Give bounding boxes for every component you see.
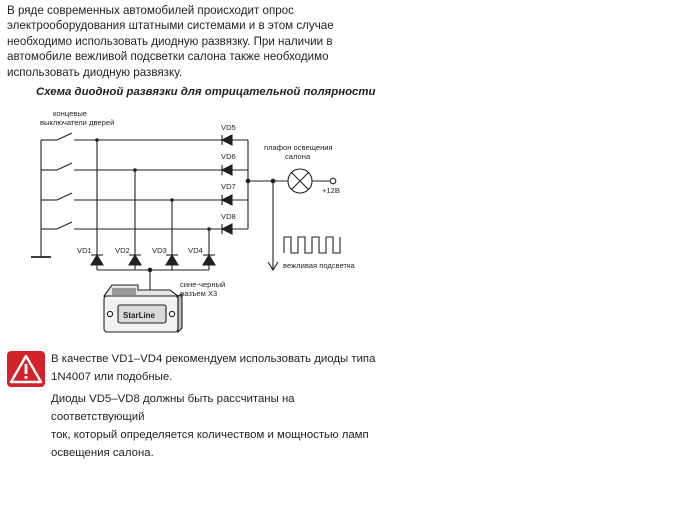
label-vd3: VD3 [152, 246, 167, 255]
label-plus12: +12В [322, 186, 340, 195]
label-vd5: VD5 [221, 123, 236, 132]
label-vd4: VD4 [188, 246, 203, 255]
note-vd5-vd8 [51, 390, 391, 462]
label-connector-line1: сине-черный [180, 280, 226, 289]
label-vd7: VD7 [221, 182, 236, 191]
note-line: ток, который определяется количеством и мощностью ламп [51, 429, 369, 441]
intro-line: электрооборудования штатными системами и в этом случае [7, 19, 334, 33]
label-courtesy: вежливая подсветка [283, 261, 355, 270]
door-switches [41, 133, 248, 229]
intro-line: В ряде современных автомобилей происходит опрос [7, 4, 294, 17]
junction-dots [95, 138, 211, 231]
label-switches-line1: концевые [53, 109, 88, 118]
label-lamp-line1: плафон освещения [264, 143, 333, 152]
intro-line: автомобиле вежливой подсветки салона также необходимо [7, 50, 329, 64]
note-line: 1N4007 или подобные. [51, 371, 173, 383]
note-line: Диоды VD5–VD8 должны быть рассчитаны на соответствующий [51, 393, 295, 423]
label-vd2: VD2 [115, 246, 130, 255]
diagram-title: Схема диодной развязки для отрицательной полярности [36, 86, 376, 98]
label-connector-line2: разъем X3 [180, 289, 218, 298]
label-switches-line2: выключатели дверей [40, 118, 115, 127]
note-vd1-vd4 [51, 350, 391, 386]
note-line: освещения салона. [51, 447, 154, 459]
intro-line: использовать диодную развязку. [7, 65, 183, 79]
warning-icon [7, 351, 45, 387]
starline-module [104, 285, 182, 332]
intro-line: необходимо использовать диодную развязку. При наличии в [7, 34, 333, 48]
label-vd6: VD6 [221, 152, 236, 161]
courtesy-waveform [284, 237, 340, 253]
ground-symbol [31, 140, 51, 257]
label-lamp-line2: салона [285, 152, 311, 161]
note-line: В качестве VD1–VD4 рекомендуем использовать диоды типа [51, 353, 376, 365]
label-vd8: VD8 [221, 212, 236, 221]
brand-logo: StarLine [123, 311, 156, 320]
diodes-vd1-vd4 [91, 255, 215, 265]
label-vd1: VD1 [77, 246, 92, 255]
